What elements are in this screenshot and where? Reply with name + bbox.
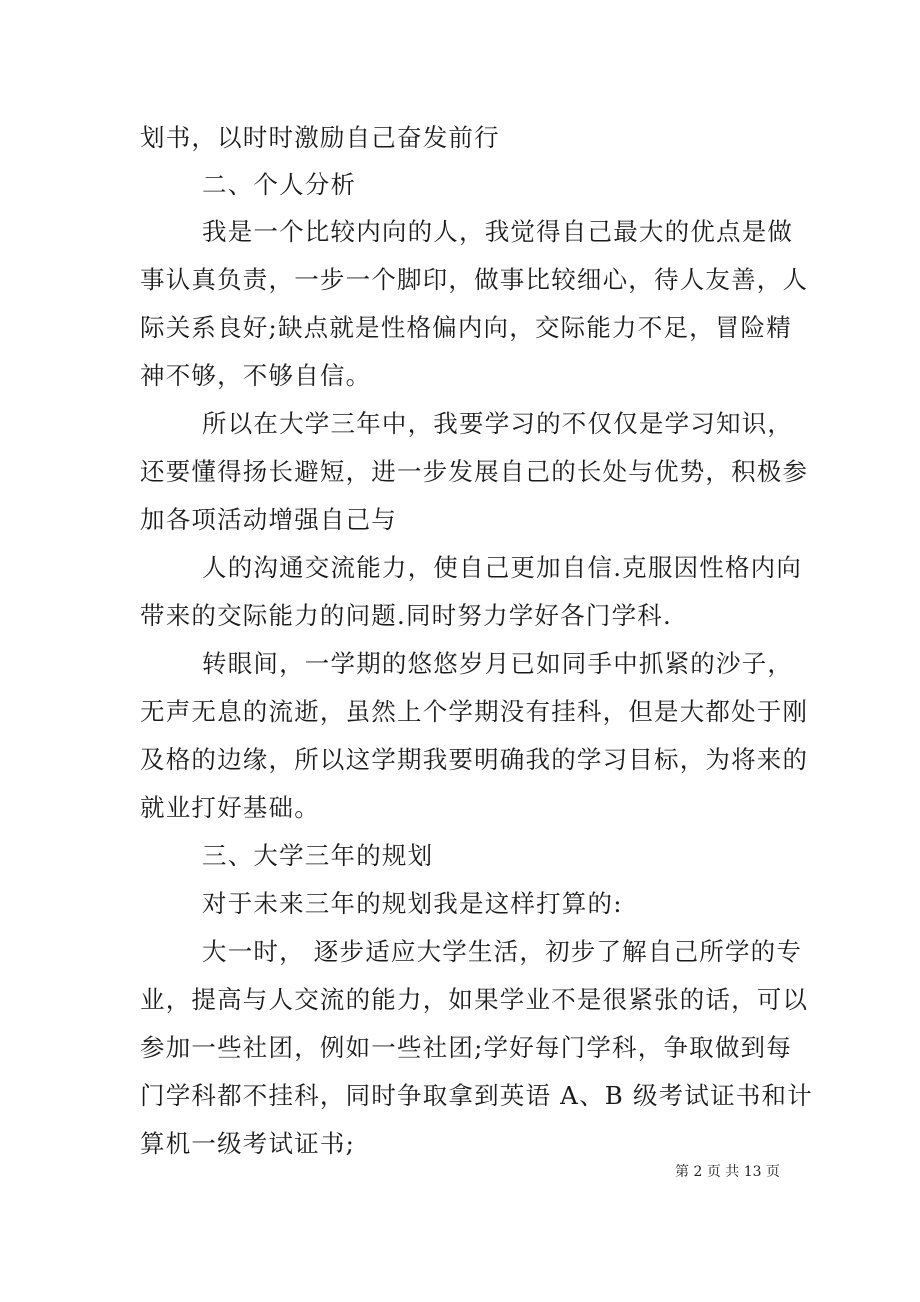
text-line: 还要懂得扬长避短，进一步发展自己的长处与优势，积极参	[140, 457, 809, 486]
text-line: 及格的边缘，所以这学期我要明确我的学习目标，为将来的	[140, 745, 809, 774]
text-line: 划书，以时时激励自己奋发前行	[140, 123, 500, 152]
text-line: 就业打好基础。	[140, 793, 320, 822]
text-line: 大一时， 逐步适应大学生活，初步了解自己所学的专	[202, 937, 803, 966]
text-line: 我是一个比较内向的人，我觉得自己最大的优点是做	[202, 217, 794, 246]
text-line: 神不够，不够自信。	[140, 361, 372, 390]
section-heading: 二、个人分析	[202, 170, 357, 199]
text-line: 人的沟通交流能力，使自己更加自信.克服因性格内向	[202, 553, 803, 582]
text-line: 所以在大学三年中，我要学习的不仅仅是学习知识，	[202, 409, 794, 438]
text-line: 无声无息的流逝，虽然上个学期没有挂科，但是大都处于刚	[140, 697, 809, 726]
page-number: 第 2 页 共 13 页	[675, 1164, 780, 1180]
text-line: 参加一些社团，例如一些社团;学好每门学科，争取做到每	[140, 1033, 792, 1062]
text-line: 际关系良好;缺点就是性格偏内向，交际能力不足，冒险精	[140, 313, 792, 342]
text-line: 对于未来三年的规划我是这样打算的:	[202, 889, 623, 918]
section-heading: 三、大学三年的规划	[202, 841, 434, 870]
text-line: 算机一级考试证书;	[140, 1129, 356, 1158]
text-line: 事认真负责，一步一个脚印，做事比较细心，待人友善，人	[140, 265, 809, 294]
text-line: 带来的交际能力的问题.同时努力学好各门学科.	[140, 601, 672, 630]
text-line: 业，提高与人交流的能力，如果学业不是很紧张的话，可以	[140, 985, 809, 1014]
text-line: 加各项活动增强自己与	[140, 505, 397, 534]
text-line: 转眼间，一学期的悠悠岁月已如同手中抓紧的沙子，	[202, 649, 794, 678]
text-line: 门学科都不挂科，同时争取拿到英语 A、B 级考试证书和计	[140, 1081, 813, 1110]
